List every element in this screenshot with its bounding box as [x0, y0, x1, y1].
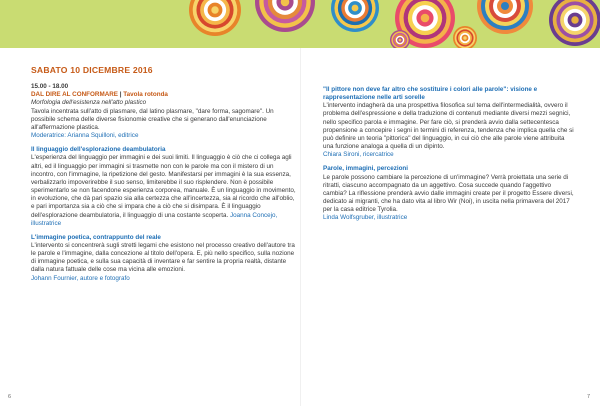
- roundtable-moderator: Moderatrice: Arianna Squilloni, editrice: [31, 132, 139, 140]
- page-number-right: 7: [586, 394, 590, 400]
- ring-circle: [501, 2, 509, 10]
- talk-block: [323, 86, 575, 159]
- talk-description: Le parole possono cambiare la percezione di un'immagine? Verrà proiettata una serie di ritratti, ciascuno accompagnato da un aggettivo. Cosa succede quando l'aggettivo cambia? La riflessione prenderà avvio dalle immagini create per il progetto Essere diversi, dedicato ai migranti, che ha dato vita al libro Wir (Noi), in uscita nella primavera del 2017 per la casa editrice Tyrolia.: [323, 173, 574, 214]
- talk-description: L'intervento indagherà da una prospettiva filosofica sul tema dell'intermedialità, ovvero il problema dell'espressione e della traduzione di contenuti mediante diversi mezzi segnici, nello specifico parola e immagine. Per fare ciò, si prenderà avvio dalla settecentesca propensione a concepire i segni in termini di referenza, tendenza che implica quella che si può definire un teoria "pittorica" del linguaggio, in cui ciò che alle parole viene attribuita una funzione analoga a quella di un dipinto.: [323, 102, 574, 151]
- decorative-banner: [0, 0, 600, 48]
- right-column: [323, 86, 575, 229]
- talk-title: Parole, immagini, percezioni: [323, 165, 409, 173]
- talk-title: Il linguaggio dell'esplorazione deambulatoria: [31, 146, 166, 154]
- roundtable-description: Tavola incentrata sull'atto di plasmare, dal latino plasmare, "dare forma, sagomare". Un possibile schema delle diverse fisionomie creative che si generano dall'enunciazione all'affermazione plastica.: [31, 107, 274, 131]
- talk-title: L'immagine poetica, contrappunto del reale: [31, 233, 161, 241]
- roundtable-heading: [31, 91, 297, 99]
- ring-circle: [211, 6, 218, 13]
- talk-speaker: Chiara Sironi, ricercatrice: [323, 151, 394, 159]
- talk-speaker: Joanna Concejo, illustratrice: [31, 211, 278, 227]
- ring-circle: [399, 39, 402, 42]
- page-gutter: [300, 48, 301, 406]
- ring-circle: [352, 5, 359, 12]
- ring-circle: [463, 36, 466, 39]
- concentric-circles-pattern: [0, 0, 600, 48]
- talk-speaker: Linda Wolfsgruber, illustratrice: [323, 214, 408, 222]
- ring-circle: [421, 14, 430, 23]
- title-separator: |: [119, 91, 122, 99]
- talk-block: [31, 234, 297, 283]
- left-column: [31, 66, 297, 289]
- talk-text: L'esperienza del linguaggio per immagini e dei suoi limiti. Il linguaggio è ciò che ci collega agli altri, ed il linguaggio per immagini si trasmette non con le parole ma con il mistero di un incontro, con l'immagine, la ripetizione del gesto. Manifestarsi per immagini è la sua essenza, verbalizzarlo impoverirebbe il suo senso, limiterebbe il suo risplendere. Non è possibile sperimentarlo se non facendone esperienza corporea, manuale. È un linguaggio in movimento, in evoluzione, che dà pari spazio sia alla certezza che all'incertezza, sia al ricordo che all'oblio, e pari importanza sia a ciò che si impara che a ciò che si disimpara. È il linguaggio dell'esplorazione deambulatoria, il linguaggio di una costante scoperta.: [31, 154, 296, 219]
- event-time: 15.00 - 18.00: [31, 83, 69, 91]
- talk-block: [31, 146, 297, 228]
- talk-speaker: Johann Fournier, autore e fotografo: [31, 274, 130, 282]
- talk-description: L'intervento si concentrerà sugli stretti legami che esistono nel processo creativo dell'autore tra le parole e l'immagine, dalla concezione al titolo dell'opera. E, più nello specifico, sulla nozione di immagine poetica, e sulla sua capacità di inventare e far sentire la propria realtà, distante dalla natura fattuale delle cose ma vicina alle emozioni.: [31, 241, 295, 274]
- roundtable-kind: Tavola rotonda: [123, 91, 168, 99]
- event-date: SABATO 10 DICEMBRE 2016: [31, 65, 153, 75]
- ring-circle: [571, 16, 578, 23]
- roundtable-subtitle: Morfologia dell'esistenza nell'atto plastico: [31, 99, 147, 107]
- talk-title: "Il pittore non deve far altro che sostituire i colori alle parole": visione e rappresentazione nelle arti sorelle: [323, 86, 538, 102]
- talk-block: [323, 165, 575, 222]
- roundtable-title: DAL DIRE AL CONFORMARE: [31, 91, 118, 99]
- roundtable-block: [31, 83, 297, 140]
- page-number-left: 6: [8, 394, 12, 400]
- talk-description: [31, 154, 297, 227]
